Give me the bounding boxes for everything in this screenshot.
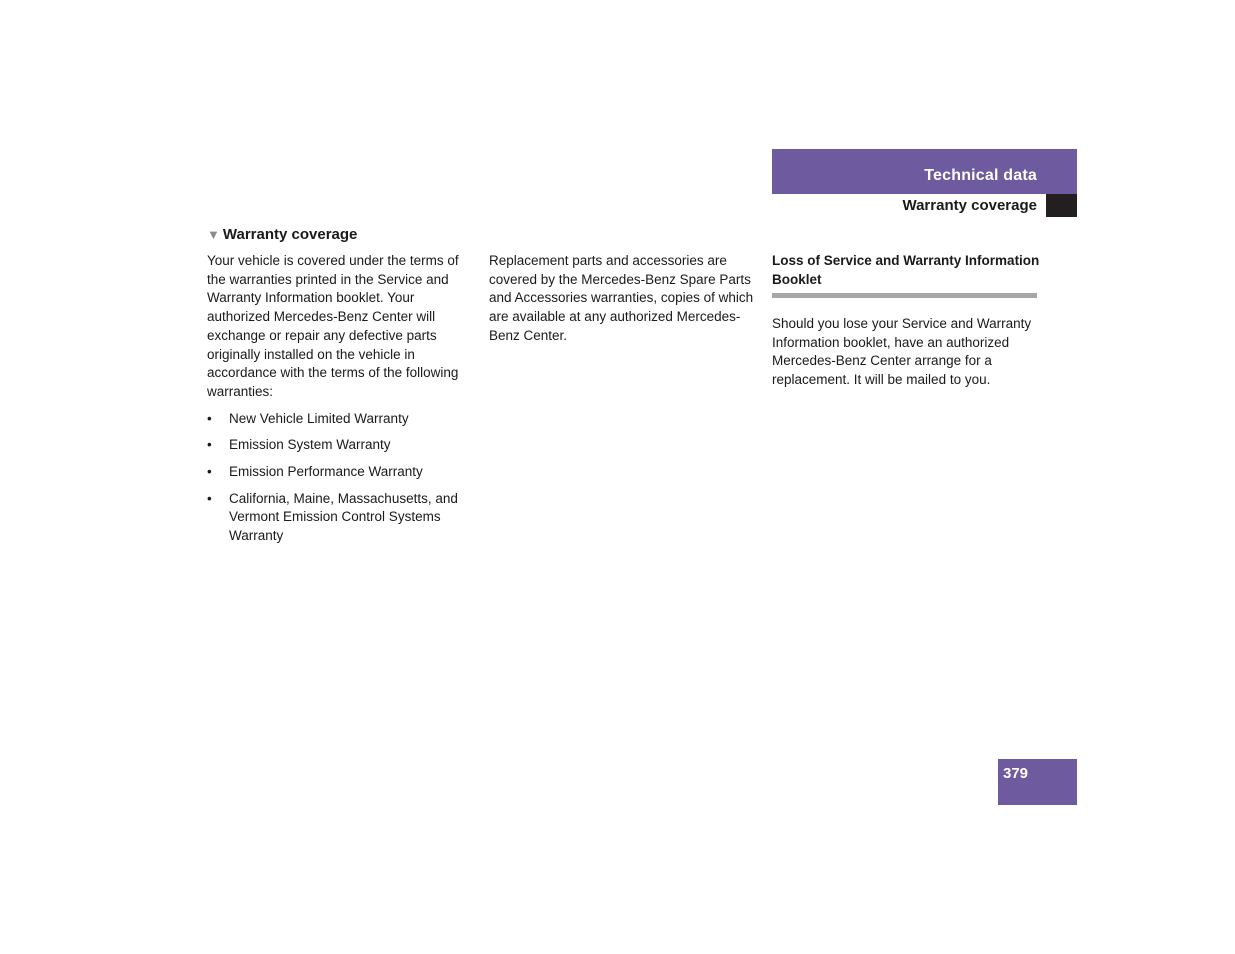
intro-paragraph: Your vehicle is covered under the terms of the warranties printed in the Service and Warranty Information booklet. Your authorized Mercedes-Benz Center will exchange or repair any defective parts originally installed on the vehicle in accordance with the terms of the following warranties: (207, 253, 459, 399)
sub-heading: Loss of Service and Warranty Information Booklet (772, 253, 1040, 287)
column-warranty-intro (207, 252, 475, 554)
list-item-text: Emission Performance Warranty (229, 464, 423, 480)
list-item (207, 463, 475, 482)
list-item-text: New Vehicle Limited Warranty (229, 410, 409, 426)
list-item-text: California, Maine, Massachusetts, and Vermont Emission Control Systems Warranty (229, 490, 458, 544)
list-item-text: Emission System Warranty (229, 437, 391, 453)
triangle-down-icon: ▼ (207, 227, 220, 242)
column-lost-booklet (772, 252, 1040, 390)
page-number-box (998, 759, 1077, 805)
chapter-header-band (772, 149, 1077, 194)
bullet-dot-icon: • (207, 437, 212, 453)
column-replacement-parts (489, 252, 757, 346)
thumb-tab-marker (1046, 194, 1077, 217)
list-item (207, 436, 475, 455)
list-item (207, 410, 475, 429)
section-heading (207, 225, 357, 245)
page-number: 379 (1003, 765, 1029, 782)
list-item (207, 490, 475, 546)
chapter-title: Technical data (924, 167, 1037, 184)
section-heading-text: Warranty coverage (222, 226, 358, 243)
heading-rule (772, 293, 1037, 298)
lost-booklet-paragraph: Should you lose your Service and Warranty Information booklet, have an authorized Mercedes-Benz Center arrange for a replacement. It will be mailed to you. (772, 316, 1032, 388)
bullet-dot-icon: • (207, 410, 212, 426)
warranty-list (207, 410, 475, 546)
bullet-dot-icon: • (207, 490, 212, 506)
bullet-dot-icon: • (207, 464, 212, 480)
section-header-title: Warranty coverage (902, 197, 1037, 214)
replacement-paragraph: Replacement parts and accessories are covered by the Mercedes-Benz Spare Parts and Accessories warranties, copies of which are available at any authorized Mercedes-Benz Center. (489, 253, 754, 343)
